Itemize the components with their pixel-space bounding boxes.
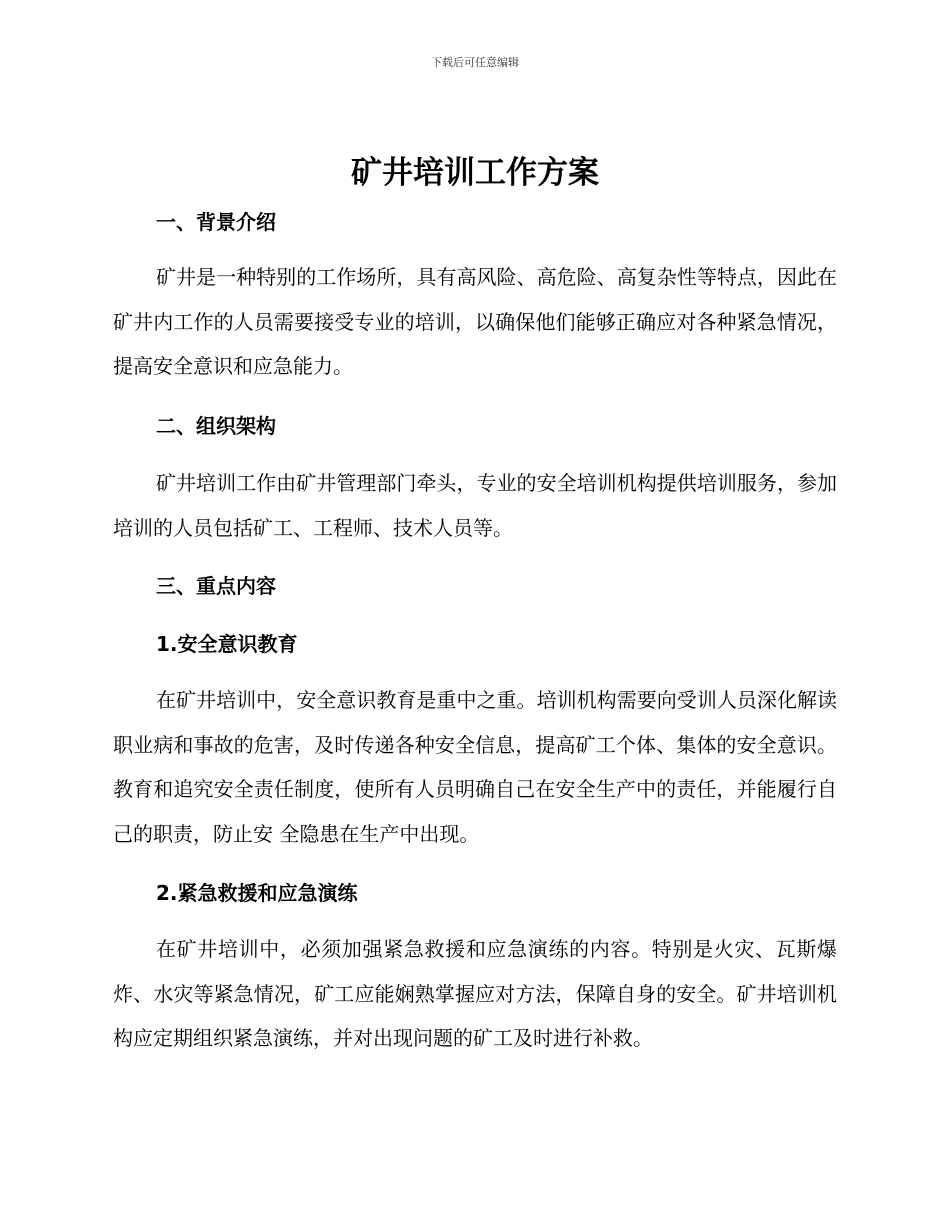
section-heading-organization: 二、组织架构 [156, 414, 276, 438]
document-title: 矿井培训工作方案 [351, 155, 599, 191]
section-paragraph-organization: 矿井培训工作由矿井管理部门牵头，专业的安全培训机构提供培训服务，参加培训的人员包括矿工、工程师、技术人员等。 [113, 471, 837, 540]
subsection-paragraph-safety-awareness: 在矿井培训中，安全意识教育是重中之重。培训机构需要向受训人员深化解读职业病和事故的危害，及时传递各种安全信息，提高矿工个体、集体的安全意识。教育和追究安全责任制度，使所有人员明确自己在安全生产中的责任，并能履行自己的职责，防止安 全隐患在生产中出现。 [113, 688, 837, 846]
subsection-paragraph-emergency-rescue: 在矿井培训中，必须加强紧急救援和应急演练的内容。特别是火灾、瓦斯爆炸、水灾等紧急情况，矿工应能娴熟掌握应对方法，保障自身的安全。矿井培训机构应定期组织紧急演练，并对出现问题的矿工及时进行补救。 [113, 937, 837, 1050]
section-heading-background: 一、背景介绍 [156, 210, 276, 234]
subsection-heading-safety-awareness: 1.安全意识教育 [156, 632, 298, 656]
subsection-heading-emergency-rescue: 2.紧急救援和应急演练 [156, 881, 358, 905]
page-header-note: 下载后可任意编辑 [431, 56, 519, 69]
section-heading-key-content: 三、重点内容 [156, 574, 276, 598]
section-paragraph-background: 矿井是一种特别的工作场所，具有高风险、高危险、高复杂性等特点，因此在矿井内工作的人员需要接受专业的培训，以确保他们能够正确应对各种紧急情况，提高安全意识和应急能力。 [113, 265, 837, 378]
